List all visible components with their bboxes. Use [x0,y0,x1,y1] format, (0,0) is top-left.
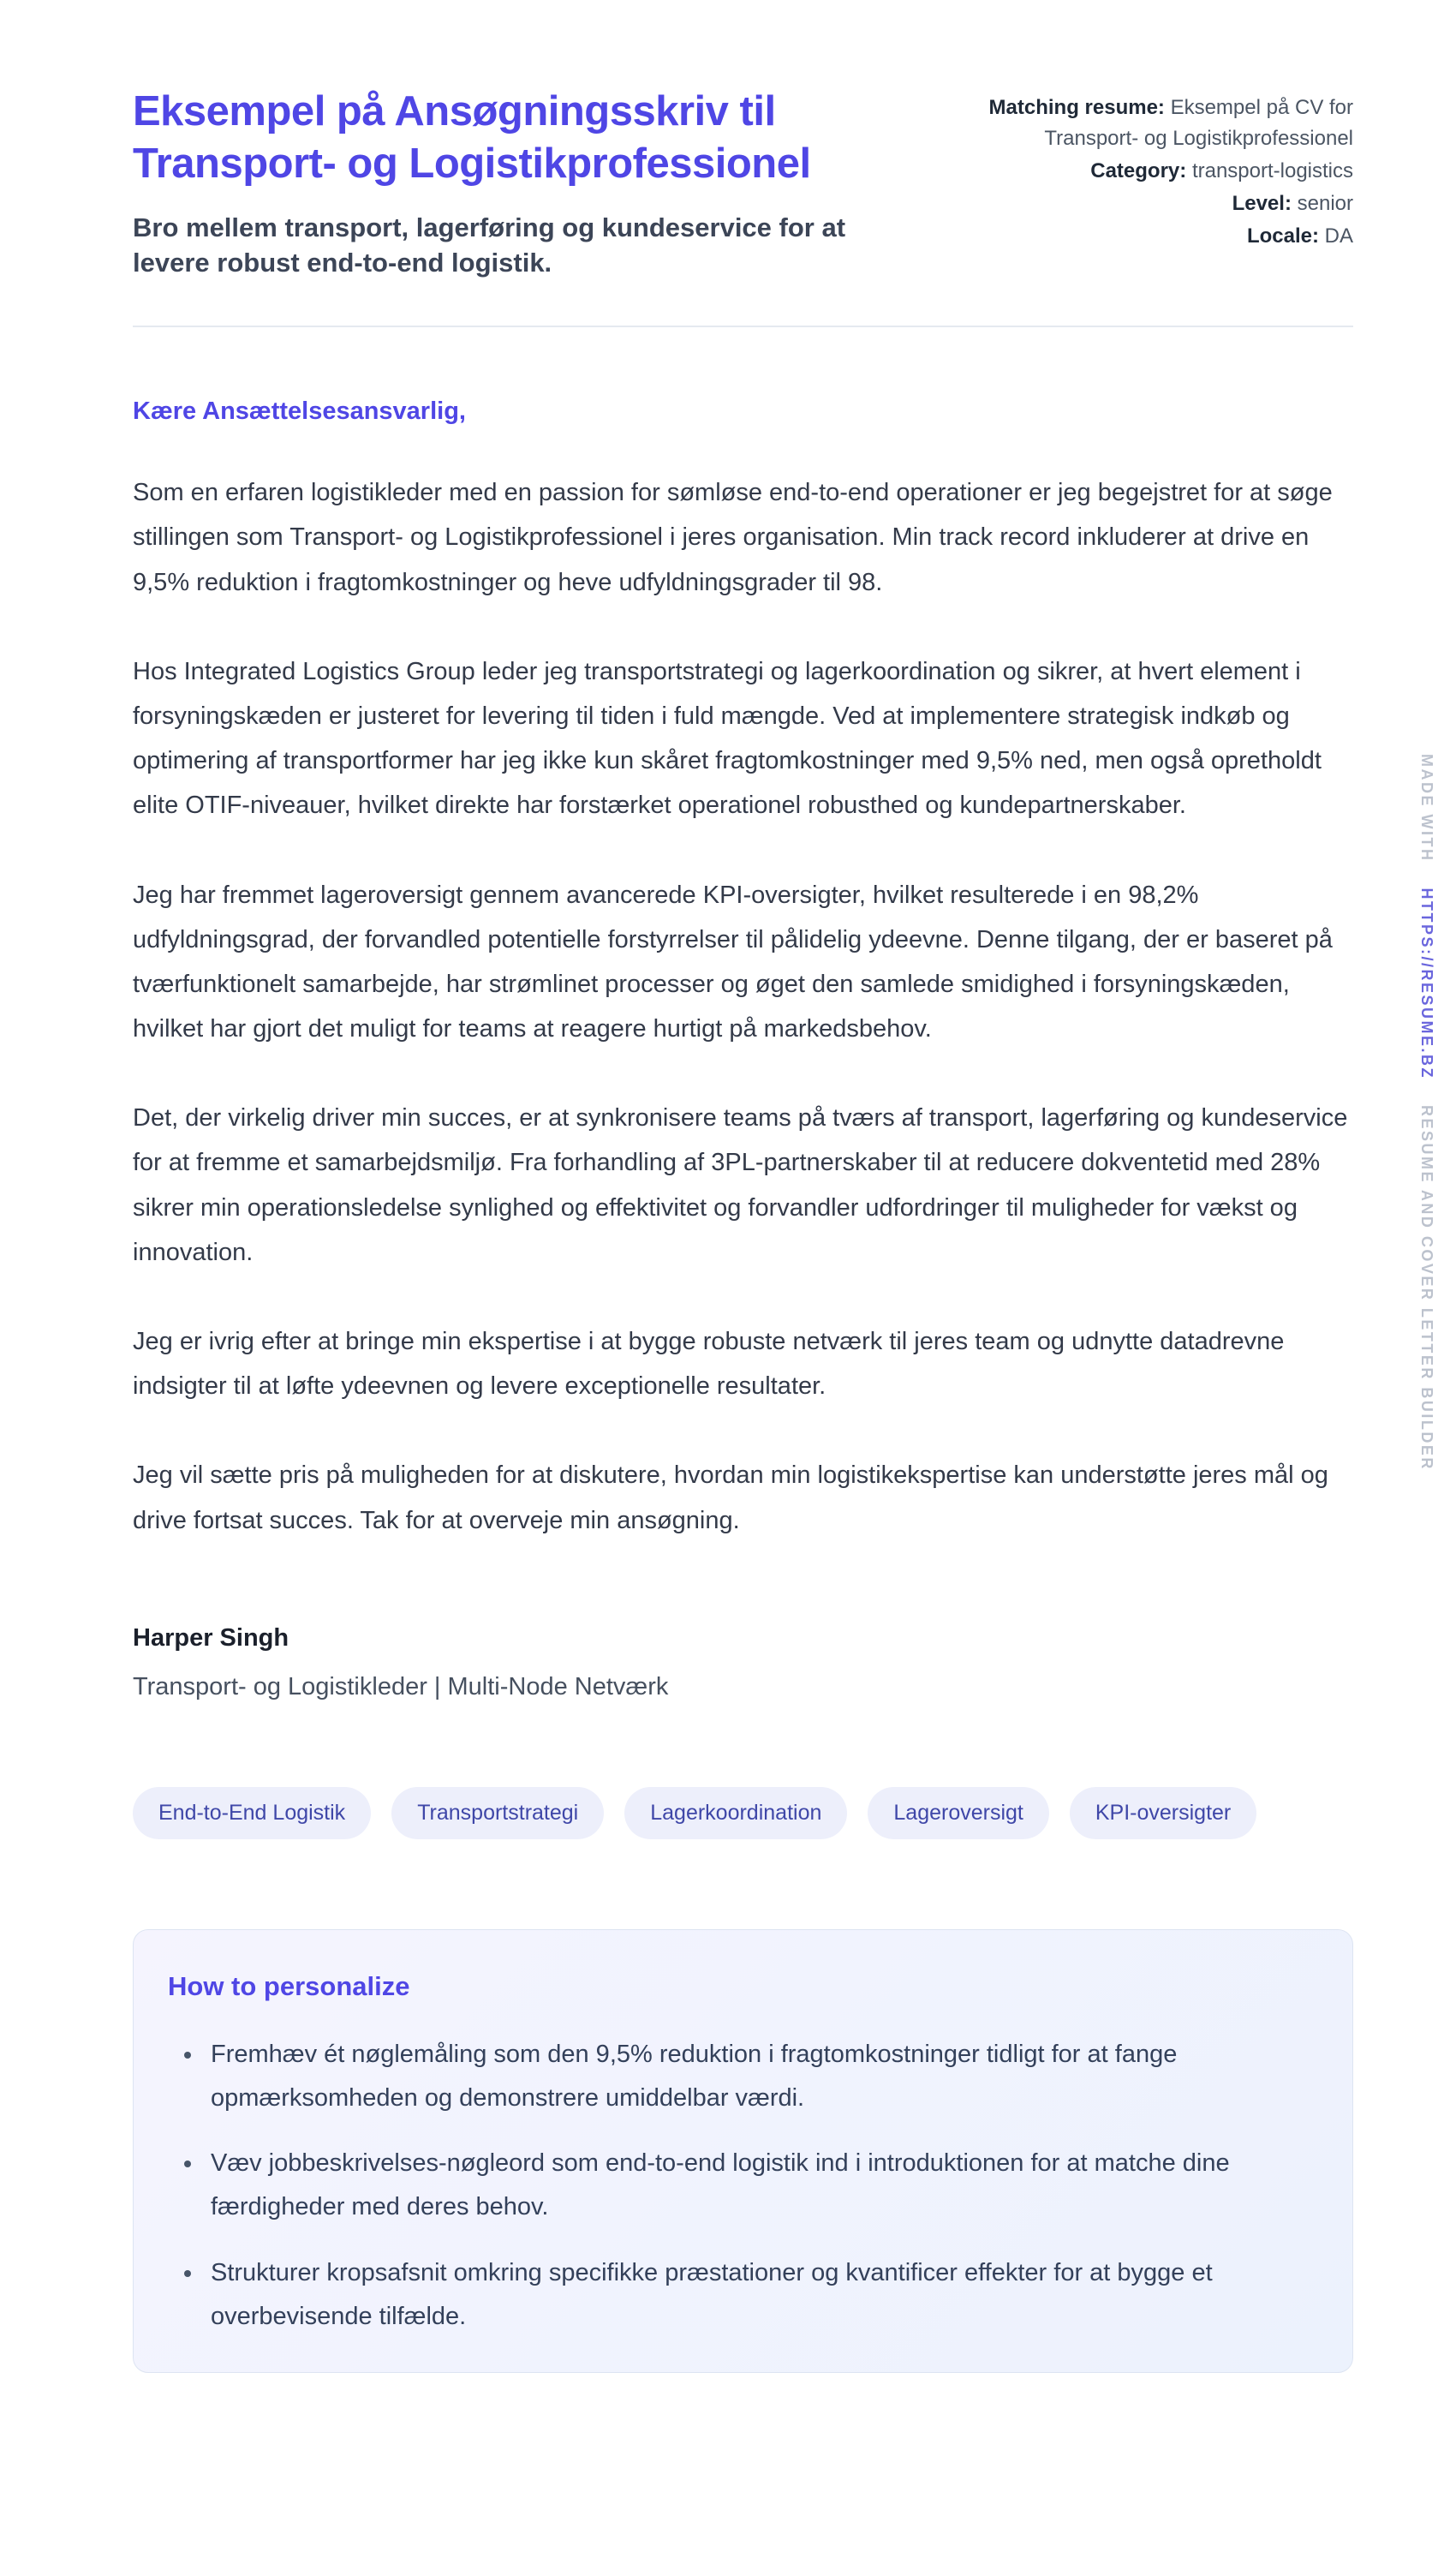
signature-role: Transport- og Logistikleder | Multi-Node Netværk [133,1672,669,1700]
header-title-block [133,86,921,281]
tag-pill: Lageroversigt [868,1787,1048,1839]
meta-label: Locale: [1246,224,1319,248]
meta-label: Matching resume: [988,96,1165,119]
meta-category [985,156,1353,187]
letter-paragraph: Det, der virkelig driver min succes, er at synkronisere teams på tværs af transport, lagerføring og kundeservice for at fremme et samarbejdsmiljø. Fra forhandling af 3PL-partnerskaber til at reducere dokventetid med 28% sikrer min operationsledelse synlighed og effektivitet og forvandler udfordringer til muligheder for vækst og innovation. [133,1104,1348,1266]
tag-pill: End-to-End Logistik [133,1787,371,1839]
letter-paragraph: Hos Integrated Logistics Group leder jeg transportstrategi og lagerkoordination og sikrer, at hvert element i forsyningskæden er justeret for levering til tiden i fuld mængde. Ved at implementere strategisk indkøb og optimering af transportformer har jeg ikke kun skåret fragtomkostninger med 9,5% ned, men også opretholdt elite OTIF-niveauer, hvilket direkte har forstærket operationel robusthed og kundepartnerskaber. [133,657,1322,820]
watermark-spacer [1427,1079,1428,1105]
watermark-builder-text: RESUME AND COVER LETTER BUILDER [1418,1105,1435,1471]
meta-matching-resume [985,93,1353,154]
watermark-spacer [1427,862,1428,888]
watermark-made-with: MADE WITH [1418,754,1435,863]
letter-body [133,397,1353,1701]
personalize-tips-list [168,2033,1304,2339]
letter-paragraph: Jeg er ivrig efter at bringe min ekspertise i at bygge robuste netværk til jeres team og udnytte datadrevne indsigter til at løfte ydeevnen og levere exceptionelle resultater. [133,1328,1285,1401]
tag-pill: Transportstrategi [391,1787,604,1839]
letter-paragraph: Som en erfaren logistikleder med en passion for sømløse end-to-end operationer er jeg begejstret for at søge stillingen som Transport- og Logistikprofessionel i jeres organisation. Min track record inkluderer at drive en 9,5% reduktion i fragtomkostninger og heve udfyldningsgrader til 98. [133,479,1333,596]
vertical-watermark [1417,754,1435,1471]
meta-value: senior [1297,192,1353,215]
letter-paragraph: Jeg har fremmet lageroversigt gennem avancerede KPI-oversigter, hvilket resulterede i en 98,2% udfyldningsgrad, der forvandled potentielle forstyrrelser til pålidelig ydeevne. Denne tilgang, der er baseret på tværfunktionelt samarbejde, har strømlinet processer og øget den samlede smidighed i forsyningskæden, hvilket har gjort det muligt for teams at reagere hurtigt på markedsbehov. [133,881,1333,1043]
page-header [133,86,1353,281]
meta-block [985,86,1353,254]
keyword-tag-list [133,1787,1353,1839]
meta-value: DA [1324,224,1353,248]
personalize-tip: • Væv jobbeskrivelses-nøgleord som end-to-end logistik ind i introduktionen for at matche dine færdigheder med deres behov. [204,2142,1304,2229]
page-title: Eksempel på Ansøgningsskriv til Transport- og Logistikprofessionel [133,88,811,188]
personalize-tip: • Strukturer kropsafsnit omkring specifikke præstationer og kvantificer effekter for at bygge et overbevisende tilfælde. [204,2251,1304,2339]
personalize-tip: • Fremhæv ét nøglemåling som den 9,5% reduktion i fragtomkostninger tidligt for at fange opmærksomheden og demonstrere umiddelbar værdi. [204,2033,1304,2120]
letter-paragraph: Jeg vil sætte pris på muligheden for at diskutere, hvordan min logistikekspertise kan understøtte jeres mål og drive fortsat succes. Tak for at overveje min ansøgning. [133,1461,1328,1534]
personalize-title: How to personalize [168,1970,410,2001]
meta-level [985,188,1353,219]
letter-greeting: Kære Ansættelsesansvarlig, [133,397,466,426]
how-to-personalize-box [133,1929,1353,2374]
header-divider [133,326,1353,327]
watermark-resume-bz-link[interactable]: HTTPS://RESUME.BZ [1418,888,1435,1079]
meta-value: transport-logistics [1191,159,1353,182]
meta-value: Eksempel på CV for Transport- og Logistikprofessionel [1044,96,1353,150]
meta-locale [985,221,1353,252]
tag-pill: KPI-oversigter [1070,1787,1256,1839]
signature-block [133,1624,1353,1701]
page-subtitle: Bro mellem transport, lagerføring og kundeservice for at levere robust end-to-end logistik. [133,212,846,278]
tag-pill: Lagerkoordination [624,1787,847,1839]
signature-name: Harper Singh [133,1623,289,1652]
meta-label: Category: [1090,159,1187,182]
meta-label: Level: [1232,192,1292,215]
